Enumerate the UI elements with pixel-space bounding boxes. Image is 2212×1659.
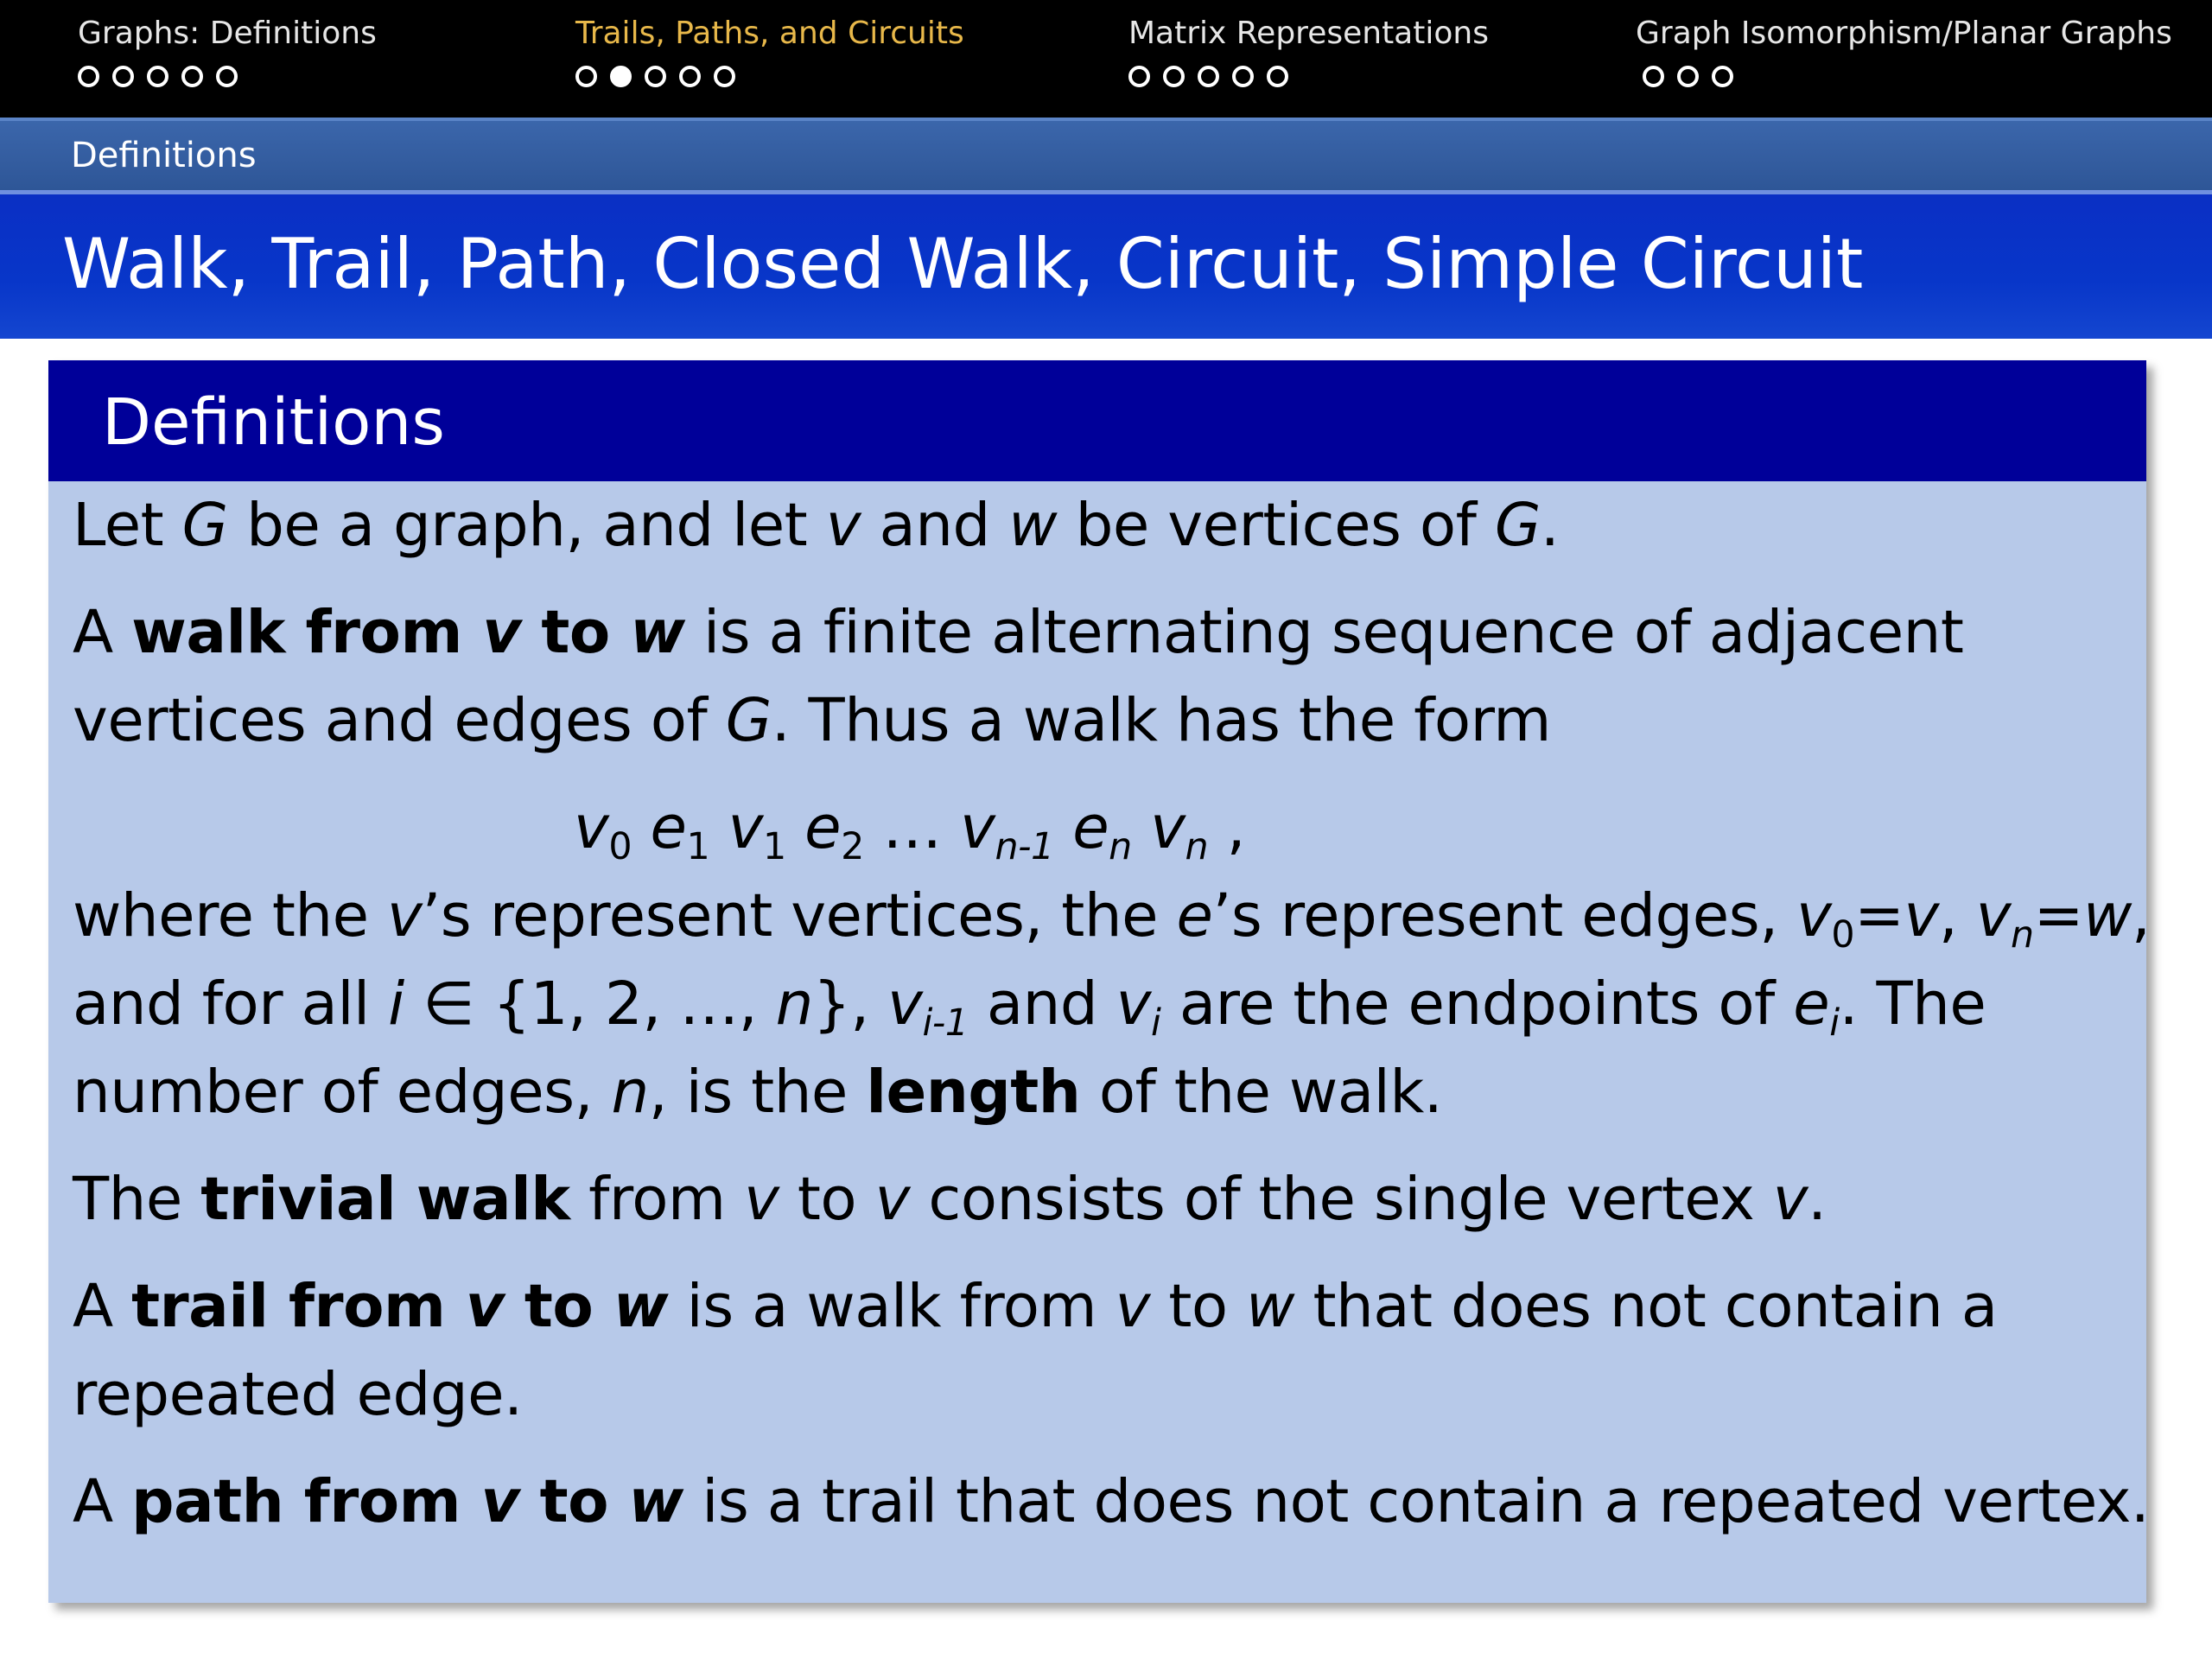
nav-section-isomorphism-planar[interactable] <box>1636 12 2172 87</box>
walk-form-equation: $v_0$ $e_1$ $v_1$ $e_2$ … $v_{n-1}$ $e_n$ $v_n$ , <box>574 793 1246 868</box>
block-header <box>48 360 2146 481</box>
walk-explanation-line-2: and for all i ∈ {1, 2, …, n}, $v_{i-1}$ and $v_i$ are the endpoints of $e_i$. The <box>73 969 1986 1045</box>
nav-slide-dots <box>1643 66 2172 87</box>
slide-dot[interactable] <box>78 66 99 87</box>
path-definition: A path from v to w is a trail that does not contain a repeated vertex. <box>73 1467 2150 1536</box>
walk-explanation-line-3: number of edges, n, is the length of the walk. <box>73 1058 1443 1127</box>
nav-section-trails-paths-circuits[interactable] <box>575 12 964 87</box>
intro-paragraph: Let G be a graph, and let v and w be vertices of G. <box>73 491 1560 560</box>
slide-dot[interactable] <box>1128 66 1150 87</box>
trail-definition-line-1: A trail from v to w is a walk from v to w that does not contain a <box>73 1272 1998 1341</box>
frame-title-bar <box>0 190 2212 339</box>
block-body <box>73 481 2151 1546</box>
slide-dot[interactable] <box>575 66 597 87</box>
walk-definition-line-1: A walk from v to w is a finite alternating sequence of adjacent <box>73 598 1964 667</box>
trivial-walk-definition: The trivial walk from v to v consists of the single vertex v. <box>73 1165 1827 1234</box>
nav-slide-dots <box>1128 66 1489 87</box>
slide-dot[interactable] <box>679 66 701 87</box>
slide-dot[interactable] <box>216 66 238 87</box>
slide-dot[interactable] <box>1163 66 1185 87</box>
slide-dot[interactable] <box>1267 66 1288 87</box>
block-title: Definitions <box>102 385 445 460</box>
nav-section-label[interactable]: Trails, Paths, and Circuits <box>575 16 964 51</box>
nav-section-label[interactable]: Graphs: Definitions <box>78 16 377 51</box>
slide-dot-current[interactable] <box>610 66 632 87</box>
nav-section-graphs-definitions[interactable] <box>78 12 377 87</box>
subsection-bar <box>0 118 2212 190</box>
trail-definition-line-2: repeated edge. <box>73 1360 523 1429</box>
slide-dot[interactable] <box>1643 66 1664 87</box>
slide-dot[interactable] <box>147 66 168 87</box>
slide-dot[interactable] <box>1712 66 1733 87</box>
slide-dot[interactable] <box>181 66 203 87</box>
frame-title: Walk, Trail, Path, Closed Walk, Circuit, Simple Circuit <box>62 224 1864 304</box>
definitions-block <box>48 360 2151 1603</box>
nav-section-matrix-representations[interactable] <box>1128 12 1489 87</box>
slide-dot[interactable] <box>1232 66 1254 87</box>
nav-slide-dots <box>78 66 377 87</box>
slide-dot[interactable] <box>1198 66 1219 87</box>
nav-section-label[interactable]: Graph Isomorphism/Planar Graphs <box>1636 16 2172 51</box>
subsection-label[interactable]: Definitions <box>71 136 257 175</box>
slide-dot[interactable] <box>645 66 666 87</box>
walk-explanation-line-1: where the v’s represent vertices, the e’s represent edges, $v_0=v$, $v_n=w$, <box>73 881 2151 957</box>
nav-section-label[interactable]: Matrix Representations <box>1128 16 1489 51</box>
walk-definition-line-2: vertices and edges of G. Thus a walk has the form <box>73 686 1551 755</box>
slide-dot[interactable] <box>1677 66 1699 87</box>
slide-dot[interactable] <box>714 66 735 87</box>
section-navigation-bar <box>0 0 2212 118</box>
nav-slide-dots <box>575 66 964 87</box>
slide-dot[interactable] <box>112 66 134 87</box>
